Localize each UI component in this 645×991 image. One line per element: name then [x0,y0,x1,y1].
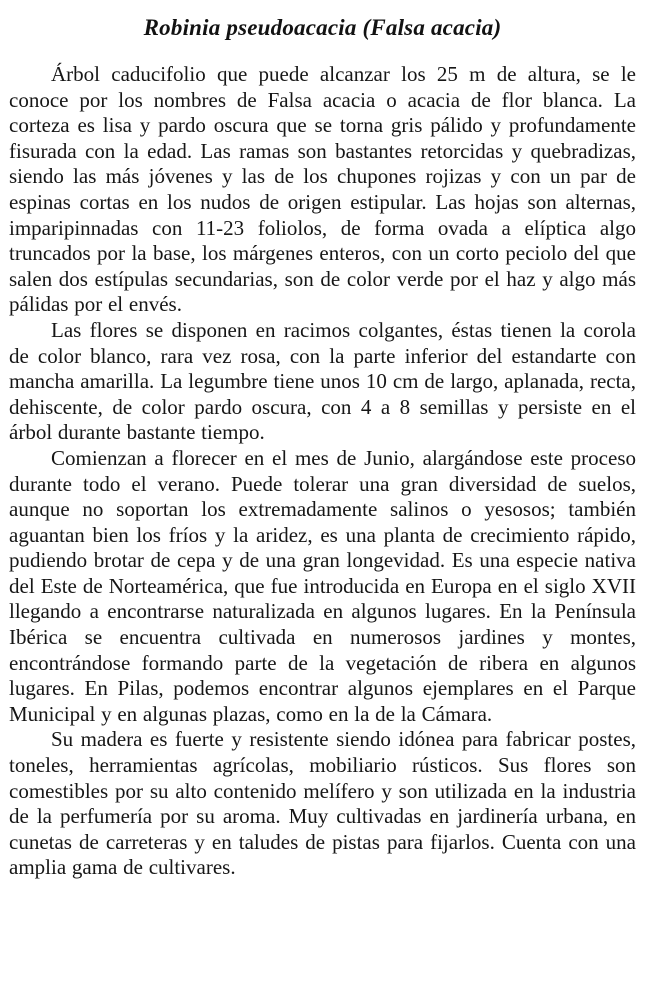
paragraph-description: Árbol caducifolio que puede alcanzar los 25 m de altura, se le conoce por los nombres de Falsa acacia o acacia de flor blanca. La corteza es lisa y pardo oscura que se torna gris pálido y profundamente fisurada con la edad. Las ramas son bastantes retorcidas y quebradizas, siendo las más jóvenes y las de los chupones rojizas y con un par de espinas cortas en los nudos de origen estipular. Las hojas son alternas, imparipinnadas con 11-23 foliolos, de forma ovada a elíptica algo truncados por la base, los márgenes enteros, con un corto peciolo del que salen dos estípulas secundarias, son de color verde por el haz y algo más pálidas por el envés. [9,62,636,317]
paragraph-uses: Su madera es fuerte y resistente siendo idónea para fabricar postes, toneles, herramientas agrícolas, mobiliario rústicos. Sus flores son comestibles por su alto contenido melífero y son utilizada en la industria de la perfumería por su aroma. Muy cultivadas en jardinería urbana, en cunetas de carreteras y en taludes de pistas para fijarlos. Cuenta con una amplia gama de cultivares. [9,727,636,880]
paragraph-flowering-habitat: Comienzan a florecer en el mes de Junio, alargándose este proceso durante todo el verano. Puede tolerar una gran diversidad de suelos, aunque no soportan los extremadamente salinos o yesosos; también aguantan bien los fríos y la aridez, es una planta de crecimiento rápido, pudiendo brotar de cepa y de una gran longevidad. Es una especie nativa del Este de Norteamérica, que fue introducida en Europa en el siglo XVII llegando a encontrarse naturalizada en algunos lugares. En la Península Ibérica se encuentra cultivada en numerosos jardines y montes, encontrándose formando parte de la vegetación de ribera en algunos lugares. En Pilas, podemos encontrar algunos ejemplares en el Parque Municipal y en algunas plazas, como en la de la Cámara. [9,445,636,726]
page-title: Robinia pseudoacacia (Falsa acacia) [143,15,502,40]
paragraph-flowers-fruit: Las flores se disponen en racimos colgantes, éstas tienen la corola de color blanco, rara vez rosa, con la parte inferior del estandarte con mancha amarilla. La legumbre tiene unos 10 cm de largo, aplanada, recta, dehiscente, de color pardo oscura, con 4 a 8 semillas y persiste en el árbol durante bastante tiempo. [9,317,636,445]
